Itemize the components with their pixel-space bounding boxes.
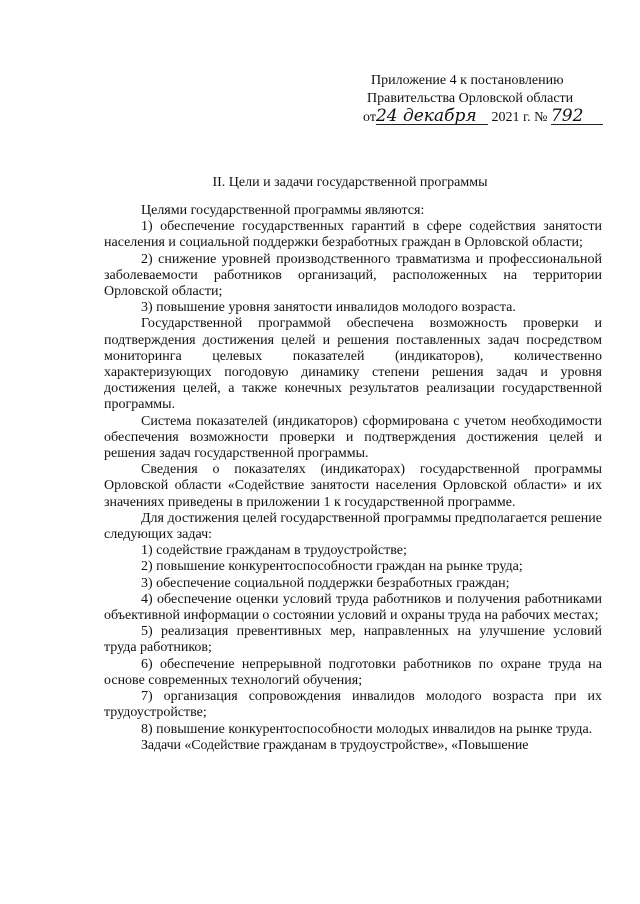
annex-line-1: Приложение 4 к постановлению [371,73,564,88]
paragraph: 1) содействие гражданам в трудоустройстве; [141,543,407,559]
body-text [104,203,602,754]
paragraph: 3) обеспечение социальной поддержки безработных граждан; [141,575,510,591]
date-prefix: от [363,110,376,125]
paragraph: 4) обеспечение оценки условий труда работников и получения работниками объективной информации о состоянии условий и охраны труда на рабочих местах; [104,591,602,624]
paragraph: 8) повышение конкурентоспособности молодых инвалидов на рынке труда. [141,721,593,737]
paragraph: 7) организация сопровождения инвалидов молодого возраста при их трудоустройстве; [104,689,602,721]
paragraph: 3) повышение уровня занятости инвалидов молодого возраста. [141,300,516,316]
date-suffix: 2021 г. № [491,110,548,125]
paragraph: 2) снижение уровней производственного травматизма и профессиональной заболеваемости работников организаций, расположенных на территории Орловской области; [104,251,602,300]
annex-line-2: Правительства Орловской области [367,91,574,106]
section-title: II. Цели и задачи государственной программы [212,175,488,190]
paragraph: Система показателей (индикаторов) сформирована с учетом необходимости обеспечения возможности проверки и подтверждения достижения целей и решения задач государственной программы. [104,413,602,462]
annex-header [363,72,603,127]
handwritten-number: 792 [551,108,603,125]
paragraph: Государственной программой обеспечена возможность проверки и подтверждения достижения целей и решения поставленных задач посредством мониторинга целевых показателей (индикаторов), количественно характеризующих погодовую динамику степени решения задач и уровня достижения целей, а также конечных результатов реализации государственной программы. [104,316,602,413]
paragraph: 2) повышение конкурентоспособности граждан на рынке труда; [141,559,523,575]
paragraph: Задачи «Содействие гражданам в трудоустройстве», «Повышение [141,737,529,753]
handwritten-date: 24 декабря [376,108,488,125]
paragraph: 1) обеспечение государственных гарантий в сфере содействия занятости населения и социальной поддержки безработных граждан в Орловской области; [104,219,602,251]
annex-date-line [363,108,603,127]
paragraph: Для достижения целей государственной программы предполагается решение следующих задач: [104,510,602,543]
paragraph: 6) обеспечение непрерывной подготовки работников по охране труда на основе современных технологий обучения; [104,656,602,688]
paragraph: 5) реализация превентивных мер, направленных на улучшение условий труда работников; [104,624,602,656]
paragraph: Целями государственной программы являются: [141,203,425,218]
paragraph: Сведения о показателях (индикаторах) государственной программы Орловской области «Содействие занятости населения Орловской области» и их значениях приведены в приложении 1 к государственной программе. [104,462,602,510]
